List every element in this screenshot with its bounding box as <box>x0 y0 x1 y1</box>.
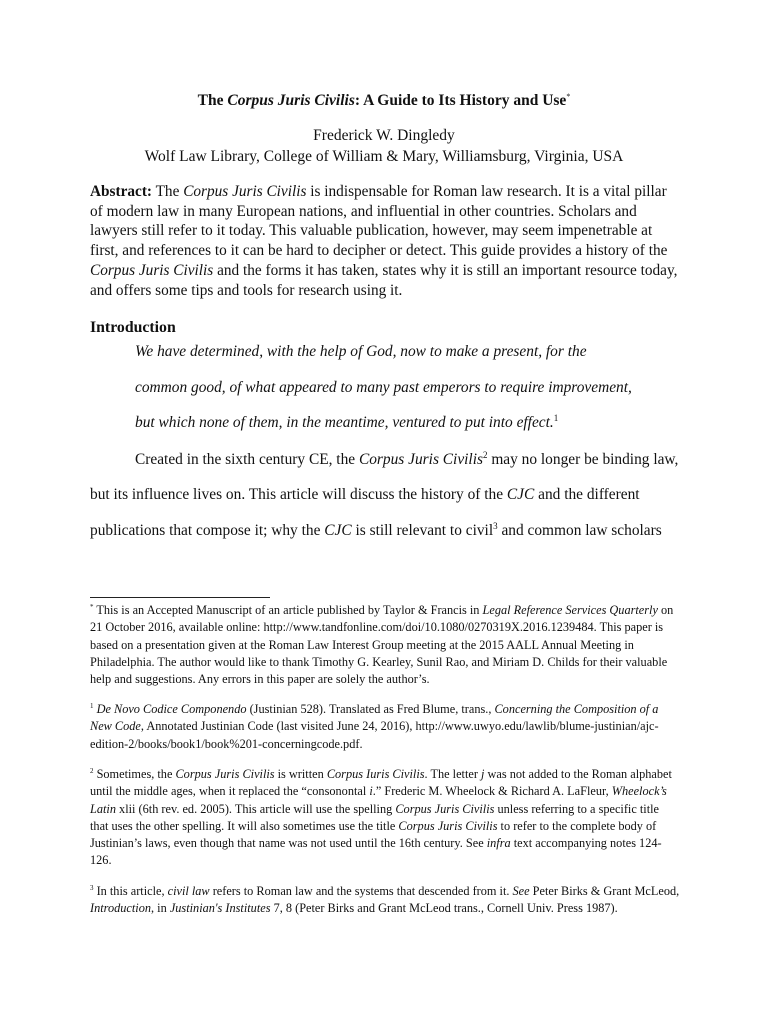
section-heading-introduction: Introduction <box>90 319 176 336</box>
footnote-star: * This is an Accepted Manuscript of an article published by Taylor & Francis in Legal Reference Services Quarterly on 21 October 2016, available online: http://www.tandfonline.com/doi/10.1080/0270319X.2016.1239484. This paper is based on a presentation given at the Roman Law Interest Group meeting at the 2015 AALL Annual Meeting in Philadelphia. The author would like to thank Timothy G. Kearley, Sunil Rao, and Miriam D. Childs for their valuable help and suggestions. Any errors in this paper are solely the author’s. <box>90 602 674 687</box>
footnote-2: $^2$ Sometimes, the Corpus Juris Civilis is written Corpus Iuris Civilis. The letter j was not added to the Roman alphabet until the middle ages, when it replaced the “consonontal i.” Frederic M. Wheelock & Richard A. LaFleur, Wheelock’s Latin xlii (6th rev. ed. 2005). This article will use the spelling Corpus Juris Civilis unless referring to a specific title that uses the other spelling. It will also sometimes use the title Corpus Juris Civilis to refer to the complete body of Justinian’s laws, even though that name was not used until the 16th century. See infra text accompanying notes 124-126. <box>90 766 672 868</box>
epigraph-line-3: but which none of them, in the meantime, ventured to put into effect.$^1$ <box>135 412 559 431</box>
author-affiliation: Wolf Law Library, College of William & Mary, Williamsburg, Virginia, USA <box>144 148 624 165</box>
epigraph-line-2: common good, of what appeared to many past emperors to require improvement, <box>135 379 632 396</box>
footnote-3: $^3$ In this article, civil law refers to Roman law and the systems that descended from it. See Peter Birks & Grant McLeod, Introduction, in Justinian's Institutes 7, 8 (Peter Birks and Grant McLeod trans., Cornell Univ. Press 1987). <box>90 883 680 916</box>
footnote-marker-2[interactable]: 2 <box>482 449 488 460</box>
abstract-label: Abstract: <box>90 183 153 200</box>
footnote-marker-3[interactable]: 3 <box>493 520 498 531</box>
body-line-2: but its influence lives on. This article will discuss the history of the CJC and the different <box>90 486 640 503</box>
body-line-3: publications that compose it; why the CJC is still relevant to civil$^3$ and common law scholars <box>90 520 662 539</box>
body-line-1: Created in the sixth century CE, the Corpus Juris Civilis$^2$ may no longer be binding law, <box>135 449 679 468</box>
footnote-separator <box>90 597 270 598</box>
footnote-marker-star[interactable]: * <box>566 91 571 101</box>
paper-title: The Corpus Juris Civilis: A Guide to Its History and Use* <box>197 91 571 109</box>
abstract-paragraph: Abstract: The Corpus Juris Civilis is indispensable for Roman law research. It is a vital pillar of modern law in many European nations, and influential in other countries. Scholars and lawyers still refer to it today. This valuable publication, however, may seem impenetrable at first, and references to it can be hard to decipher or detect. This guide provides a history of the Corpus Juris Civilis and the forms it has taken, states why it is still an important resource today, and offers some tips and tools for research using it. <box>90 183 678 299</box>
epigraph-line-1: We have determined, with the help of God, now to make a present, for the <box>135 343 587 360</box>
author-name: Frederick W. Dingledy <box>313 127 455 144</box>
footnote-marker-1[interactable]: 1 <box>553 412 559 423</box>
footnote-1: $^1$ De Novo Codice Componendo (Justinian 528). Translated as Fred Blume, trans., Concerning the Composition of a New Code, Annotated Justinian Code (last visited June 24, 2016), http://www.uwyo.edu/lawlib/blume-justinian/ajc-edition-2/books/book1/book%201-concerningcode.pdf. <box>90 701 659 751</box>
